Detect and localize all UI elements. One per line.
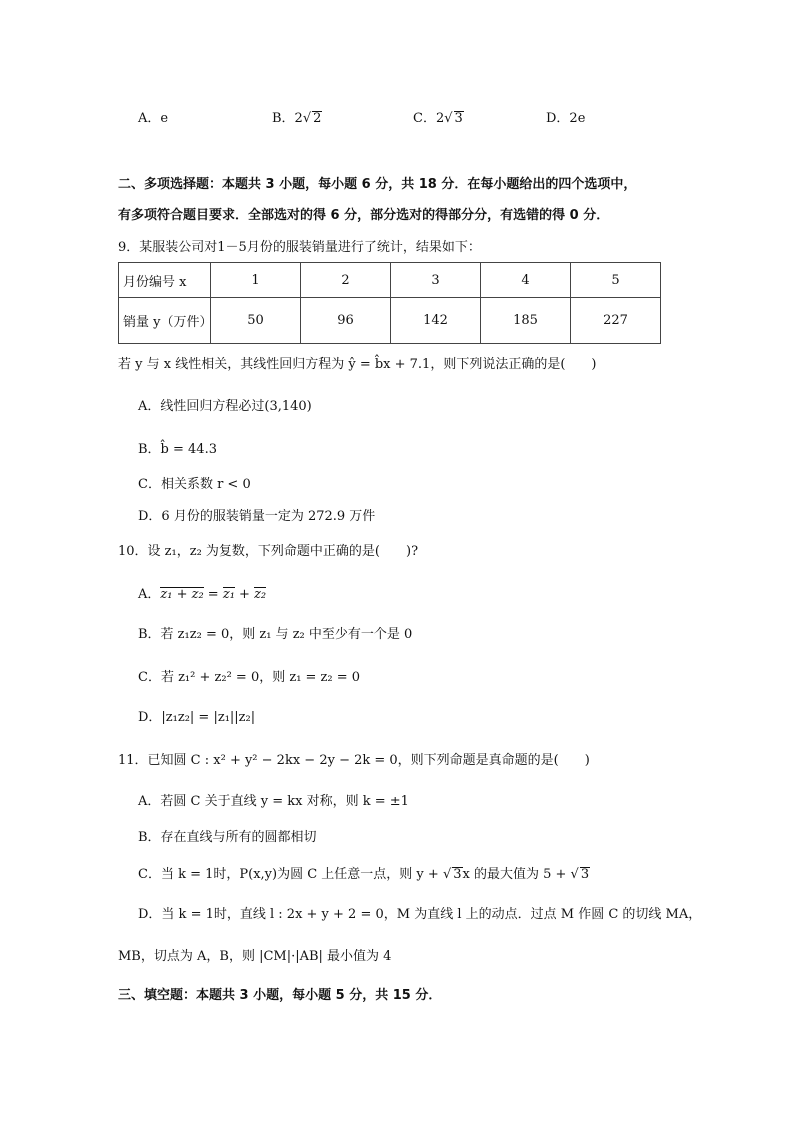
q9-sales-table (118, 262, 661, 344)
q8-option-d: D．2e (546, 111, 586, 126)
q9-option-b: B．b̂ = 44.3 (138, 442, 217, 457)
section2-heading-line1: 二、多项选择题：本题共 3 小题，每小题 6 分，共 18 分．在每小题给出的四个选项中， (118, 177, 637, 192)
table-cell: 销量 y（万件） (119, 298, 211, 344)
q8-option-a: A．e (138, 111, 169, 126)
q10-option-b: B．若 z₁z₂ = 0，则 z₁ 与 z₂ 中至少有一个是 0 (138, 627, 413, 642)
table-cell: 5 (571, 263, 661, 298)
table-cell: 227 (571, 298, 661, 344)
q8-option-c: C．2√ 3 (413, 111, 463, 126)
table-row (119, 263, 661, 298)
table-cell: 3 (391, 263, 481, 298)
q10-stem: 10．设 z₁，z₂ 为复数，下列命题中正确的是( )? (118, 544, 419, 559)
table-cell: 2 (301, 263, 391, 298)
q11-option-b: B．存在直线与所有的圆都相切 (138, 830, 317, 845)
q8-option-b: B．2√ 2 (272, 111, 322, 126)
q11-option-d-line2: MB，切点为 A，B，则 |CM|·|AB| 最小值为 4 (118, 949, 392, 964)
table-cell: 1 (211, 263, 301, 298)
q11-option-d-line1: D．当 k = 1时，直线 l : 2x + y + 2 = 0，M 为直线 l 上的动点．过点 M 作圆 C 的切线 MA， (138, 907, 702, 922)
q11-option-a: A．若圆 C 关于直线 y = kx 对称，则 k = ±1 (138, 794, 409, 809)
q10-option-d: D．|z₁z₂| = |z₁||z₂| (138, 710, 256, 725)
section2-heading-line2: 有多项符合题目要求．全部选对的得 6 分，部分选对的得部分分，有选错的得 0 分． (118, 208, 610, 223)
section3-heading: 三、填空题：本题共 3 小题，每小题 5 分，共 15 分． (118, 988, 442, 1003)
q11-stem: 11．已知圆 C : x² + y² − 2kx − 2y − 2k = 0，则下列命题是真命题的是( ) (118, 753, 590, 768)
table-cell: 50 (211, 298, 301, 344)
q9-option-a: A．线性回归方程必过(3,140) (138, 399, 312, 414)
table-cell: 142 (391, 298, 481, 344)
table-cell: 4 (481, 263, 571, 298)
q9-option-c: C．相关系数 r < 0 (138, 477, 251, 492)
q11-option-c: C．当 k = 1时，P(x,y)为圆 C 上任意一点，则 y + √ 3x 的最大值为 5 + √ 3 (138, 867, 590, 882)
q10-option-c: C．若 z₁² + z₂² = 0，则 z₁ = z₂ = 0 (138, 670, 361, 685)
q9-question: 若 y 与 x 线性相关，其线性回归方程为 ŷ = b̂x + 7.1，则下列说法正确的是( ) (118, 357, 597, 372)
q10-option-a: A．z₁ + z₂ = z₁ + z₂ (138, 587, 267, 602)
table-cell: 月份编号 x (119, 263, 211, 298)
table-cell: 96 (301, 298, 391, 344)
q9-option-d: D．6 月份的服装销量一定为 272.9 万件 (138, 509, 376, 524)
q9-stem: 9．某服装公司对1－5月份的服装销量进行了统计，结果如下： (118, 240, 481, 255)
table-row (119, 298, 661, 344)
table-cell: 185 (481, 298, 571, 344)
